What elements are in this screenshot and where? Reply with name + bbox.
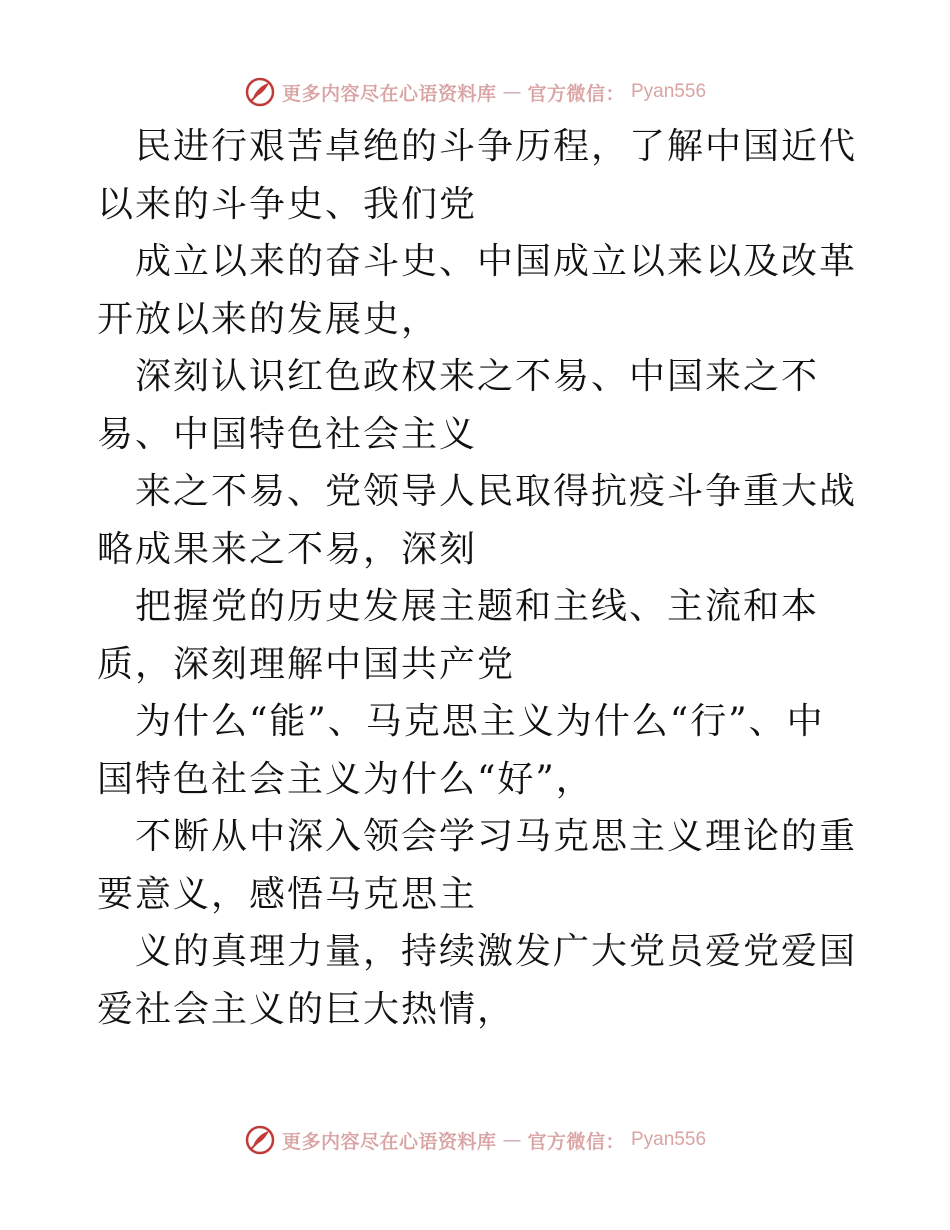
paragraph: 义的真理力量，持续激发广大党员爱党爱国爱社会主义的巨大热情，	[97, 931, 858, 1030]
watermark-account: Pyan556	[631, 1129, 707, 1150]
footer-watermark	[0, 1120, 950, 1160]
watermark-label: 官方微信：	[527, 82, 625, 105]
watermark-separator: —	[502, 81, 522, 103]
watermark-label: 官方微信：	[527, 1130, 625, 1153]
watermark-text: 更多内容尽在心语资料库	[281, 1130, 497, 1153]
paragraph: 为什么“能”、马克思主义为什么“行”、中国特色社会主义为什么“好”，	[97, 701, 825, 800]
watermark-account: Pyan556	[631, 81, 707, 102]
watermark-text: 更多内容尽在心语资料库	[281, 82, 497, 105]
quill-logo-icon	[244, 1124, 276, 1156]
paragraph: 把握党的历史发展主题和主线、主流和本质，深刻理解中国共产党	[97, 586, 820, 685]
paragraph: 成立以来的奋斗史、中国成立以来以及改革开放以来的发展史，	[97, 241, 858, 340]
paragraph: 民进行艰苦卓绝的斗争历程，了解中国近代以来的斗争史、我们党	[97, 126, 858, 225]
header-watermark	[0, 72, 950, 112]
quill-logo-icon	[244, 76, 276, 108]
paragraph: 不断从中深入领会学习马克思主义理论的重要意义，感悟马克思主	[97, 816, 858, 915]
watermark-separator: —	[502, 1129, 522, 1151]
paragraph: 来之不易、党领导人民取得抗疫斗争重大战略成果来之不易，深刻	[97, 471, 858, 570]
paragraph: 深刻认识红色政权来之不易、中国来之不易、中国特色社会主义	[97, 356, 820, 455]
document-body	[97, 118, 857, 1038]
